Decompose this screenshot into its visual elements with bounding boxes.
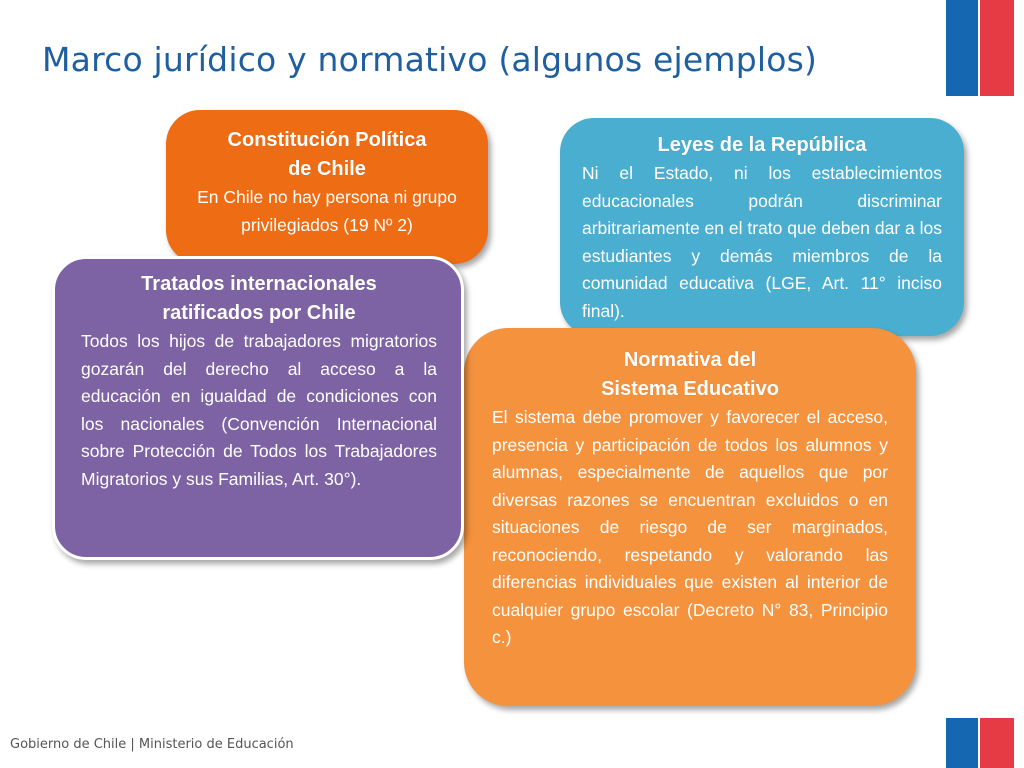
box-tratados-title-line1: Tratados internacionales: [141, 273, 377, 295]
flag-stripes-top: [946, 0, 1014, 96]
flag-stripes-bottom: [946, 718, 1014, 768]
box-leyes: [560, 118, 964, 336]
box-constitucion-title-line2: de Chile: [288, 158, 366, 180]
box-normativa: [464, 328, 916, 706]
box-tratados: [52, 256, 464, 560]
slide-title: Marco jurídico y normativo (algunos ejemplos): [42, 40, 818, 79]
flag-blue-stripe: [946, 718, 978, 768]
box-tratados-text: Todos los hijos de trabajadores migratorios gozarán del derecho al acceso a la educación en igualdad de condiciones con los nacionales (Convención Internacional sobre Protección de Todos los Trabajadores Migratorios y sus Familias, Art. 30°).: [81, 331, 437, 489]
slide-footer: Gobierno de Chile | Ministerio de Educación: [10, 737, 294, 752]
flag-red-stripe: [980, 0, 1014, 96]
flag-blue-stripe: [946, 0, 978, 96]
flag-red-stripe: [980, 718, 1014, 768]
box-leyes-title: Leyes de la República: [657, 134, 867, 156]
box-leyes-text: Ni el Estado, ni los establecimientos educacionales podrán discriminar arbitrariamente en el trato que deben dar a los estudiantes y demás miembros de la comunidad educativa (LGE, Art. 11° inciso final).: [582, 163, 942, 321]
box-normativa-title-line1: Normativa del: [623, 349, 757, 371]
box-constitucion-text: En Chile no hay persona ni grupo privilegiados (19 Nº 2): [197, 187, 457, 235]
box-constitucion-title-line1: Constitución Política: [227, 129, 427, 151]
box-tratados-title-line2: ratificados por Chile: [162, 302, 356, 324]
box-normativa-title-line2: Sistema Educativo: [601, 378, 779, 400]
box-normativa-text: El sistema debe promover y favorecer el acceso, presencia y participación de todos los alumnos y alumnas, especialmente de aquellos que por diversas razones se encuentran excluidos o en situaciones de riesgo de ser marginados, reconociendo, respetando y valorando las diferencias individuales que existen al interior de cualquier grupo escolar (Decreto N° 83, Principio c.): [492, 407, 888, 647]
box-constitucion: [166, 110, 488, 264]
